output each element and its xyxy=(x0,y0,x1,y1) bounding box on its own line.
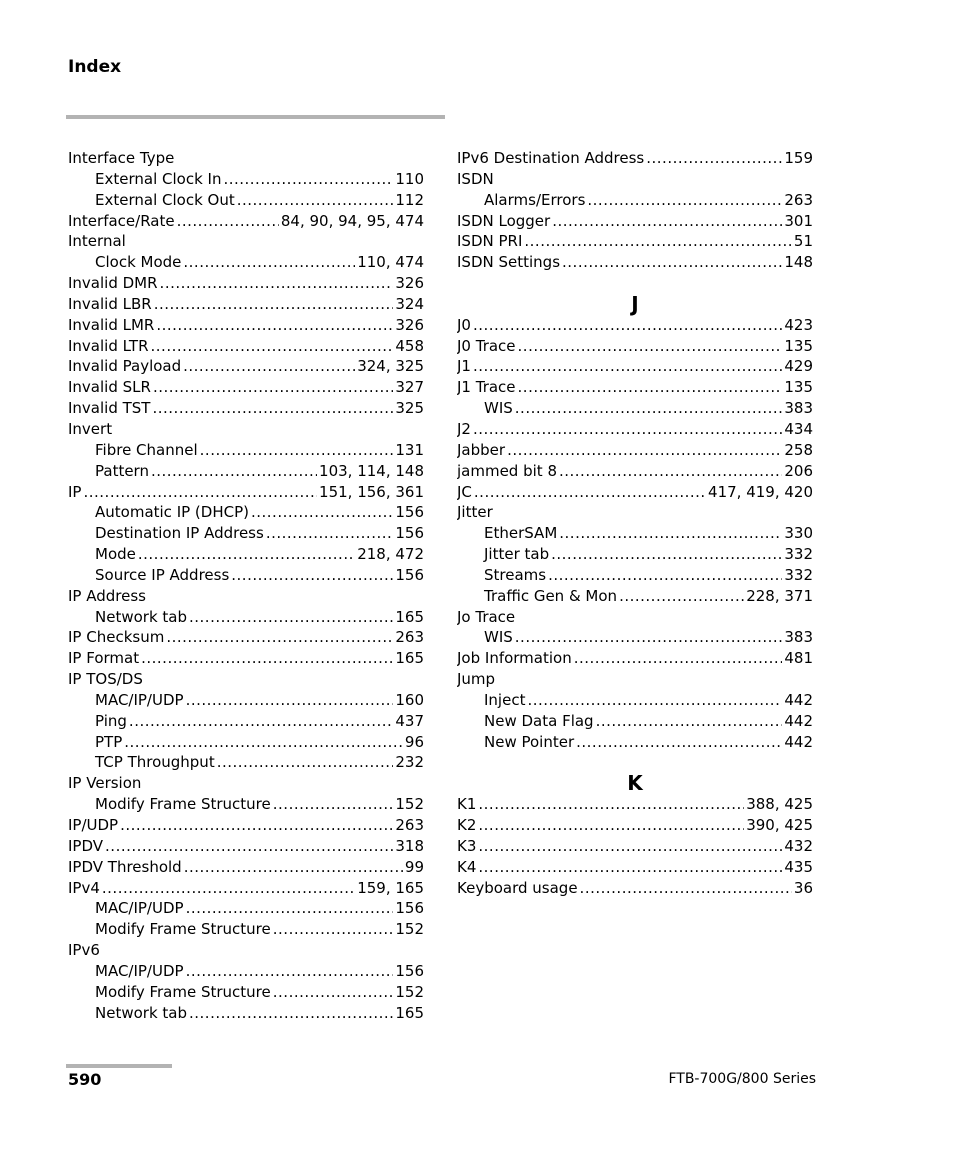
dot-leader xyxy=(518,377,783,398)
index-term: IP Checksum xyxy=(68,628,165,647)
index-entry xyxy=(457,252,813,273)
index-page-numbers: 148 xyxy=(784,253,813,272)
index-subentry xyxy=(457,523,813,544)
index-subentry xyxy=(68,752,424,773)
footer-divider xyxy=(66,1064,172,1068)
index-term: TCP Throughput xyxy=(95,753,215,772)
index-term: ISDN xyxy=(457,169,494,188)
index-page-numbers: 112 xyxy=(395,190,424,209)
index-entry xyxy=(68,878,424,899)
index-page-numbers: 103, 114, 148 xyxy=(319,461,424,480)
index-term: K4 xyxy=(457,857,477,876)
index-term: Alarms/Errors xyxy=(484,190,586,209)
index-subentry xyxy=(68,440,424,461)
index-term: IPv6 Destination Address xyxy=(457,149,645,167)
index-term: PTP xyxy=(95,732,123,751)
dot-leader xyxy=(580,878,792,899)
index-page-numbers: 417, 419, 420 xyxy=(708,482,813,501)
index-page-numbers: 258 xyxy=(784,440,813,459)
index-page-numbers: 151, 156, 361 xyxy=(319,482,424,501)
index-page-numbers: 159, 165 xyxy=(357,878,424,897)
index-term: J0 xyxy=(457,315,471,334)
index-page-numbers: 165 xyxy=(395,607,424,626)
index-page-numbers: 156 xyxy=(395,899,424,918)
index-page-numbers: 110, 474 xyxy=(357,253,424,272)
dot-leader xyxy=(559,461,782,482)
index-subentry xyxy=(68,982,424,1003)
index-term: WIS xyxy=(484,399,513,418)
dot-leader xyxy=(189,607,393,628)
index-page-numbers: 432 xyxy=(784,836,813,855)
index-page-numbers: 263 xyxy=(395,628,424,647)
index-page-numbers: 165 xyxy=(395,649,424,668)
index-page-numbers: 96 xyxy=(404,732,424,751)
index-entry xyxy=(457,356,813,377)
index-term: Inject xyxy=(484,690,526,709)
index-term: IPDV Threshold xyxy=(68,857,182,876)
index-page-numbers: 388, 425 xyxy=(746,795,813,814)
dot-leader xyxy=(273,919,394,940)
index-term: Clock Mode xyxy=(95,253,182,272)
dot-leader xyxy=(619,586,744,607)
index-page-numbers: 135 xyxy=(784,378,813,397)
footer-page-number: 590 xyxy=(68,1070,102,1089)
index-term: MAC/IP/UDP xyxy=(95,899,184,918)
index-term: Mode xyxy=(95,545,136,564)
index-term: K1 xyxy=(457,795,477,814)
index-entry xyxy=(457,878,813,899)
dot-leader xyxy=(562,252,782,273)
index-term: J0 Trace xyxy=(457,336,516,355)
index-page-numbers: 442 xyxy=(784,690,813,709)
index-page-numbers: 156 xyxy=(395,961,424,980)
index-term: ISDN Logger xyxy=(457,211,551,230)
dot-leader xyxy=(552,211,782,232)
index-section-letter: J xyxy=(631,291,639,316)
index-page-numbers: 110 xyxy=(395,169,424,188)
index-subentry xyxy=(457,190,813,211)
index-page-numbers: 383 xyxy=(784,399,813,418)
index-term: Jabber xyxy=(457,440,506,459)
index-term: EtherSAM xyxy=(484,524,558,543)
index-term: IP/UDP xyxy=(68,816,119,834)
dot-leader xyxy=(183,356,355,377)
dot-leader xyxy=(138,544,355,565)
index-term: Invalid LMR xyxy=(68,315,155,334)
index-page-numbers: 423 xyxy=(784,315,813,334)
dot-leader xyxy=(186,961,394,982)
index-term: Invalid LBR xyxy=(68,294,152,313)
index-term: K3 xyxy=(457,836,477,855)
index-entry xyxy=(68,211,424,232)
index-subentry xyxy=(68,1003,424,1024)
index-page-numbers: 326 xyxy=(395,274,424,293)
dot-leader xyxy=(154,294,394,315)
dot-leader xyxy=(273,982,394,1003)
index-term: IPDV xyxy=(68,836,104,855)
dot-leader xyxy=(83,482,317,503)
dot-leader xyxy=(189,1003,393,1024)
index-page-numbers: 263 xyxy=(784,190,813,209)
dot-leader xyxy=(183,252,355,273)
index-subentry xyxy=(68,690,424,711)
index-term: Job Information xyxy=(457,649,572,668)
index-term: IP Address xyxy=(68,586,146,605)
dot-leader xyxy=(217,752,394,773)
index-page-numbers: 325 xyxy=(395,399,424,418)
index-subentry xyxy=(68,502,424,523)
dot-leader xyxy=(473,315,782,336)
dot-leader xyxy=(151,461,317,482)
index-term: Streams xyxy=(484,565,547,584)
dot-leader xyxy=(124,732,403,753)
header-divider xyxy=(66,115,445,119)
index-entry xyxy=(457,440,813,461)
dot-leader xyxy=(231,565,393,586)
dot-leader xyxy=(186,690,394,711)
index-column-left xyxy=(68,148,424,1023)
index-term: MAC/IP/UDP xyxy=(95,961,184,980)
index-subentry xyxy=(457,732,813,753)
index-term: New Data Flag xyxy=(484,711,594,730)
index-subentry xyxy=(457,565,813,586)
index-term: WIS xyxy=(484,628,513,647)
index-term: Jo Trace xyxy=(457,607,516,626)
dot-leader xyxy=(646,148,782,169)
index-column-right xyxy=(457,148,813,898)
index-term: Source IP Address xyxy=(95,565,230,584)
index-term: Invert xyxy=(68,419,113,438)
index-entry xyxy=(457,315,813,336)
index-page-numbers: 327 xyxy=(395,378,424,397)
index-page-numbers: 429 xyxy=(784,357,813,376)
index-page-numbers: 36 xyxy=(793,878,813,897)
index-subentry xyxy=(68,190,424,211)
index-page-numbers: 318 xyxy=(395,836,424,855)
index-page-numbers: 442 xyxy=(784,711,813,730)
dot-leader xyxy=(151,336,394,357)
index-page-numbers: 152 xyxy=(395,982,424,1001)
index-page-numbers: 481 xyxy=(784,649,813,668)
dot-leader xyxy=(153,377,393,398)
index-term: IP TOS/DS xyxy=(68,670,143,689)
index-term: Jitter xyxy=(457,503,493,522)
footer-series-name: FTB-700G/800 Series xyxy=(668,1071,816,1087)
index-term: ISDN Settings xyxy=(457,253,561,272)
index-entry xyxy=(457,857,813,878)
index-entry xyxy=(68,356,424,377)
dot-leader xyxy=(548,565,782,586)
index-subentry xyxy=(457,690,813,711)
index-page-numbers: 99 xyxy=(404,857,424,876)
index-page-numbers: 131 xyxy=(395,440,424,459)
index-subentry xyxy=(68,919,424,940)
index-page-numbers: 437 xyxy=(395,711,424,730)
dot-leader xyxy=(474,482,706,503)
index-subentry xyxy=(68,461,424,482)
index-page-numbers: 442 xyxy=(784,732,813,751)
dot-leader xyxy=(102,878,355,899)
index-entry xyxy=(68,377,424,398)
index-page-numbers: 301 xyxy=(784,211,813,230)
index-page-numbers: 324, 325 xyxy=(357,357,424,376)
index-page-numbers: 218, 472 xyxy=(357,545,424,564)
index-page-numbers: 159 xyxy=(784,149,813,167)
index-term: Destination IP Address xyxy=(95,524,264,543)
index-entry xyxy=(457,502,813,523)
index-entry xyxy=(457,461,813,482)
index-entry xyxy=(68,315,424,336)
dot-leader xyxy=(515,398,783,419)
index-page-numbers: 263 xyxy=(395,816,424,834)
index-page-numbers: 434 xyxy=(784,419,813,438)
index-term: Interface Type xyxy=(68,149,175,167)
index-subentry xyxy=(68,544,424,565)
index-term: Jump xyxy=(457,670,496,689)
dot-leader xyxy=(273,794,394,815)
dot-leader xyxy=(559,523,782,544)
index-page-numbers: 390, 425 xyxy=(746,816,813,834)
index-term: Invalid Payload xyxy=(68,357,182,376)
index-term: MAC/IP/UDP xyxy=(95,690,184,709)
index-term: IP xyxy=(68,482,82,501)
dot-leader xyxy=(141,648,393,669)
index-page-numbers: 165 xyxy=(395,1003,424,1022)
index-subentry xyxy=(457,711,813,732)
index-entry xyxy=(68,482,424,503)
dot-leader xyxy=(551,544,782,565)
dot-leader xyxy=(177,211,279,232)
dot-leader xyxy=(478,836,782,857)
index-entry xyxy=(68,398,424,419)
index-entry xyxy=(68,857,424,878)
section-spacer xyxy=(457,273,813,294)
dot-leader xyxy=(186,898,394,919)
index-term: Pattern xyxy=(95,461,149,480)
index-subentry xyxy=(68,794,424,815)
dot-leader xyxy=(576,732,782,753)
index-entry xyxy=(68,336,424,357)
index-section-letter: K xyxy=(627,771,643,796)
index-page-numbers: 152 xyxy=(395,920,424,939)
index-entry xyxy=(68,627,424,648)
index-term: IPv6 xyxy=(68,941,100,960)
index-term: J1 Trace xyxy=(457,378,516,397)
index-term: ISDN PRI xyxy=(457,232,523,251)
dot-leader xyxy=(266,523,394,544)
index-page-numbers: 51 xyxy=(793,232,813,251)
index-entry xyxy=(68,231,424,252)
index-page-numbers: 156 xyxy=(395,503,424,522)
index-page-numbers: 435 xyxy=(784,857,813,876)
index-entry xyxy=(68,940,424,961)
index-entry xyxy=(457,148,813,169)
index-subentry xyxy=(457,398,813,419)
index-subentry xyxy=(68,169,424,190)
dot-leader xyxy=(120,815,393,836)
index-term: Network tab xyxy=(95,1003,187,1022)
dot-leader xyxy=(166,627,393,648)
index-term: Network tab xyxy=(95,607,187,626)
dot-leader xyxy=(574,648,783,669)
index-page-numbers: 326 xyxy=(395,315,424,334)
index-entry xyxy=(68,294,424,315)
dot-leader xyxy=(156,315,393,336)
index-subentry xyxy=(68,523,424,544)
index-term: Ping xyxy=(95,711,127,730)
index-page-numbers: 458 xyxy=(395,336,424,355)
index-entry xyxy=(457,607,813,628)
index-term: Invalid SLR xyxy=(68,378,151,397)
index-entry xyxy=(68,815,424,836)
dot-leader xyxy=(473,356,782,377)
dot-leader xyxy=(473,419,782,440)
index-page-numbers: 156 xyxy=(395,565,424,584)
index-page-numbers: 324 xyxy=(395,294,424,313)
index-page-numbers: 232 xyxy=(395,753,424,772)
section-spacer xyxy=(457,752,813,773)
index-page-numbers: 135 xyxy=(784,336,813,355)
dot-leader xyxy=(527,690,782,711)
index-entry xyxy=(68,419,424,440)
index-entry xyxy=(457,815,813,836)
index-entry xyxy=(457,794,813,815)
index-entry xyxy=(457,169,813,190)
index-term: Jitter tab xyxy=(484,545,550,564)
index-term: Traffic Gen & Mon xyxy=(484,586,618,605)
index-subentry xyxy=(68,565,424,586)
dot-leader xyxy=(587,190,782,211)
dot-leader xyxy=(184,857,403,878)
dot-leader xyxy=(478,794,744,815)
index-subentry xyxy=(457,627,813,648)
index-term: External Clock In xyxy=(95,169,222,188)
index-entry xyxy=(457,836,813,857)
page-header-title: Index xyxy=(68,57,122,77)
dot-leader xyxy=(200,440,394,461)
index-term: Invalid DMR xyxy=(68,274,158,293)
dot-leader xyxy=(515,627,783,648)
index-subentry xyxy=(68,961,424,982)
index-entry xyxy=(68,669,424,690)
index-term: Fibre Channel xyxy=(95,440,198,459)
dot-leader xyxy=(105,836,393,857)
index-entry xyxy=(457,231,813,252)
index-subentry xyxy=(68,711,424,732)
index-term: New Pointer xyxy=(484,732,575,751)
index-entry xyxy=(68,148,424,169)
dot-leader xyxy=(524,231,792,252)
dot-leader xyxy=(152,398,393,419)
index-term: Interface/Rate xyxy=(68,211,175,230)
index-term: Invalid TST xyxy=(68,399,151,418)
index-page-numbers: 332 xyxy=(784,545,813,564)
index-entry xyxy=(68,586,424,607)
index-page-numbers: 206 xyxy=(784,461,813,480)
index-term: External Clock Out xyxy=(95,190,235,209)
dot-leader xyxy=(251,502,393,523)
dot-leader xyxy=(518,336,783,357)
index-term: JC xyxy=(457,482,472,501)
dot-leader xyxy=(129,711,393,732)
index-entry xyxy=(457,419,813,440)
dot-leader xyxy=(160,273,394,294)
index-entry xyxy=(457,482,813,503)
index-entry xyxy=(457,336,813,357)
index-term: IPv4 xyxy=(68,878,100,897)
index-term: IP Format xyxy=(68,649,140,668)
dot-leader xyxy=(596,711,783,732)
index-term: jammed bit 8 xyxy=(457,461,557,480)
index-entry xyxy=(68,273,424,294)
index-page-numbers: 228, 371 xyxy=(746,586,813,605)
index-entry xyxy=(457,377,813,398)
index-page-numbers: 330 xyxy=(784,524,813,543)
index-subentry xyxy=(68,252,424,273)
index-term: Modify Frame Structure xyxy=(95,920,271,939)
index-subentry xyxy=(68,898,424,919)
index-entry xyxy=(457,211,813,232)
index-entry xyxy=(68,773,424,794)
index-term: Invalid LTR xyxy=(68,336,149,355)
index-term: J2 xyxy=(457,419,471,438)
dot-leader xyxy=(478,815,744,836)
index-subentry xyxy=(68,607,424,628)
dot-leader xyxy=(507,440,782,461)
index-entry xyxy=(457,648,813,669)
index-entry xyxy=(457,669,813,690)
index-term: Automatic IP (DHCP) xyxy=(95,503,249,522)
index-term: Modify Frame Structure xyxy=(95,982,271,1001)
index-term: J1 xyxy=(457,357,471,376)
dot-leader xyxy=(237,190,394,211)
index-entry xyxy=(68,648,424,669)
index-entry xyxy=(68,836,424,857)
index-term: Keyboard usage xyxy=(457,878,578,897)
index-page-numbers: 160 xyxy=(395,690,424,709)
index-page-numbers: 152 xyxy=(395,795,424,814)
index-page-numbers: 332 xyxy=(784,565,813,584)
index-term: Modify Frame Structure xyxy=(95,795,271,814)
dot-leader xyxy=(478,857,782,878)
index-term: Internal xyxy=(68,232,126,251)
index-term: K2 xyxy=(457,816,477,834)
index-subentry xyxy=(457,544,813,565)
index-page-numbers: 383 xyxy=(784,628,813,647)
dot-leader xyxy=(223,169,393,190)
index-page-numbers: 84, 90, 94, 95, 474 xyxy=(280,211,424,230)
index-subentry xyxy=(457,586,813,607)
index-term: IP Version xyxy=(68,774,142,793)
index-page-numbers: 156 xyxy=(395,524,424,543)
index-subentry xyxy=(68,732,424,753)
